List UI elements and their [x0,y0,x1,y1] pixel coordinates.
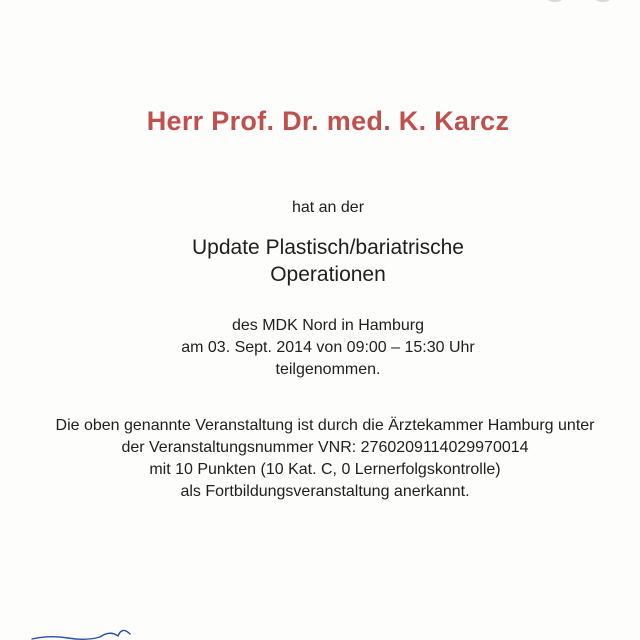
accreditation-points-line: mit 10 Punkten (10 Kat. C, 0 Lernerfolgskontrolle) [149,461,501,478]
accreditation-line-4: als Fortbildungsveranstaltung anerkannt. [180,483,470,500]
participation-text: teilgenommen. [275,361,381,378]
accreditation-vnr-line: der Veranstaltungsnummer VNR: 2760209114029970014 [121,439,529,456]
event-date-line: am 03. Sept. 2014 von 09:00 – 15:30 Uhr [181,339,475,356]
scan-punch-mark [596,0,610,2]
signature-stroke [32,630,130,639]
organizer-line: des MDK Nord in Hamburg [231,317,425,334]
event-title-line-1: Update Plastisch/bariatrische [192,236,464,259]
scan-punch-mark [548,0,562,2]
intro-text: hat an der [291,199,365,216]
accreditation-line-1: Die oben genannte Veranstaltung ist durch die Ärztekammer Hamburg unter [55,417,595,434]
event-title-line-2: Operationen [270,263,386,286]
recipient-name: Herr Prof. Dr. med. K. Karcz [146,106,510,136]
signature-scribble [30,620,180,640]
